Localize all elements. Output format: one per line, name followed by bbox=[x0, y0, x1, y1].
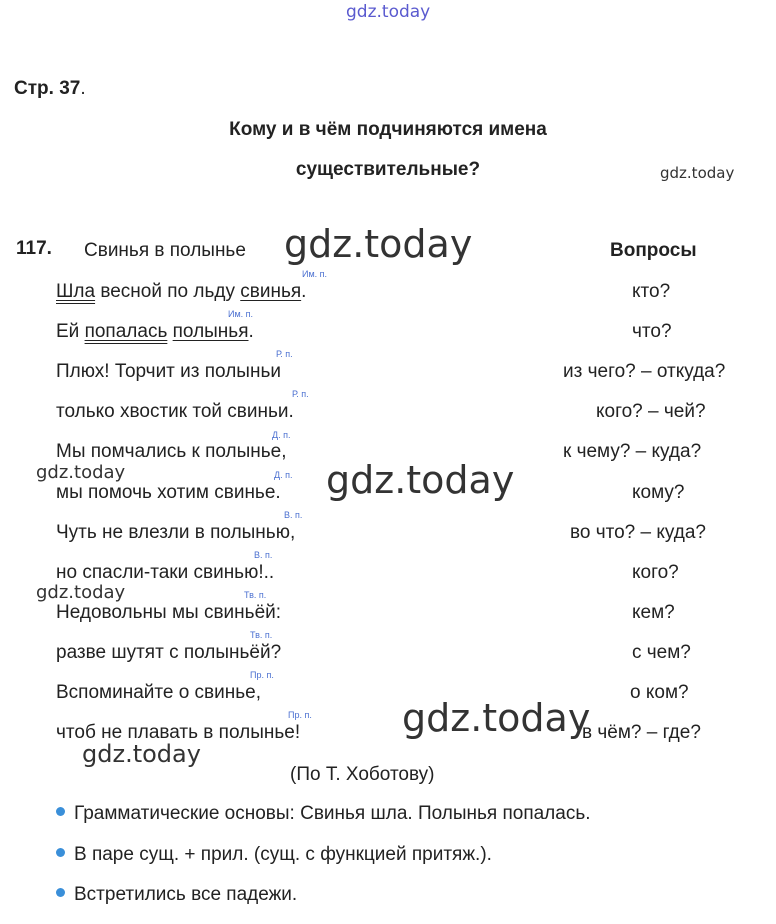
bullet-dot bbox=[56, 807, 65, 816]
page-number: Стр. 37 bbox=[14, 78, 81, 99]
poem-line: Чуть не влезли в полынью, bbox=[56, 522, 296, 543]
watermark: gdz.today bbox=[82, 740, 201, 768]
subject-word: полынья bbox=[172, 321, 249, 342]
poem-line: Вспоминайте о свинье, bbox=[56, 682, 262, 703]
watermark: gdz.today bbox=[36, 582, 126, 603]
page-number-dot: . bbox=[80, 78, 86, 99]
question-text: к чему? – куда? bbox=[563, 441, 702, 462]
heading-line-2: существительные? bbox=[295, 159, 481, 180]
predicate-word: попалась bbox=[84, 321, 168, 342]
poem-line: Плюх! Торчит из полыньи bbox=[56, 361, 281, 382]
watermark: gdz.today bbox=[36, 462, 126, 483]
bullet-item: В паре сущ. + прил. (сущ. с функцией притяж.). bbox=[56, 844, 492, 866]
poem-line: Шла весной по льду свинья. bbox=[56, 281, 307, 302]
poem-line: Мы помчались к полынье, bbox=[56, 441, 287, 462]
question-text: о ком? bbox=[630, 682, 689, 703]
poem-line: чтоб не плавать в полынье! bbox=[56, 722, 301, 743]
question-text: в чём? – где? bbox=[582, 722, 701, 743]
watermark: gdz.today bbox=[326, 458, 515, 502]
case-label: Пр. п. bbox=[250, 670, 274, 680]
question-text: с чем? bbox=[632, 642, 691, 663]
question-text: кто? bbox=[632, 281, 671, 302]
subject-word: свинья bbox=[240, 281, 302, 302]
watermark: gdz.today bbox=[660, 164, 735, 182]
poem-line: но спасли-таки свинью!.. bbox=[56, 562, 275, 583]
case-label: В. п. bbox=[284, 510, 303, 520]
watermark: gdz.today bbox=[346, 2, 431, 22]
poem-title: Свинья в полынье bbox=[84, 240, 246, 261]
poem-source: (По Т. Хоботову) bbox=[290, 764, 435, 785]
question-text: во что? – куда? bbox=[570, 522, 706, 543]
case-label: Р. п. bbox=[292, 389, 309, 399]
bullet-item: Грамматические основы: Свинья шла. Полынья попалась. bbox=[56, 803, 591, 825]
poem-line: разве шутят с полыньёй? bbox=[56, 642, 282, 663]
watermark: gdz.today bbox=[402, 696, 591, 740]
exercise-number: 117. bbox=[16, 238, 52, 259]
heading-line-1: Кому и в чём подчиняются имена bbox=[229, 119, 547, 140]
poem-line: Ей попалась полынья. bbox=[56, 321, 254, 342]
question-text: кого? – чей? bbox=[596, 401, 706, 422]
case-label: Тв. п. bbox=[244, 590, 267, 600]
case-label: Д. п. bbox=[272, 430, 291, 440]
case-label: Им. п. bbox=[302, 269, 328, 279]
question-text: кого? bbox=[632, 562, 679, 583]
case-label: В. п. bbox=[254, 550, 273, 560]
bullet-dot bbox=[56, 888, 65, 897]
question-text: кому? bbox=[632, 482, 685, 503]
bullet-dot bbox=[56, 848, 65, 857]
case-label: Им. п. bbox=[228, 309, 254, 319]
poem-line: Недовольны мы свиньёй: bbox=[56, 602, 282, 623]
bullet-item: Встретились все падежи. bbox=[56, 884, 297, 906]
case-label: Р. п. bbox=[276, 349, 293, 359]
predicate-word: Шла bbox=[56, 281, 96, 302]
questions-header: Вопросы bbox=[610, 240, 697, 261]
watermark: gdz.today bbox=[284, 222, 473, 266]
poem-line: мы помочь хотим свинье. bbox=[56, 482, 281, 503]
case-label: Тв. п. bbox=[250, 630, 273, 640]
question-text: что? bbox=[632, 321, 672, 342]
case-label: Пр. п. bbox=[288, 710, 312, 720]
case-label: Д. п. bbox=[274, 470, 293, 480]
poem-line: только хвостик той свиньи. bbox=[56, 401, 294, 422]
question-text: из чего? – откуда? bbox=[563, 361, 726, 382]
page-reference bbox=[14, 78, 86, 100]
question-text: кем? bbox=[632, 602, 675, 623]
